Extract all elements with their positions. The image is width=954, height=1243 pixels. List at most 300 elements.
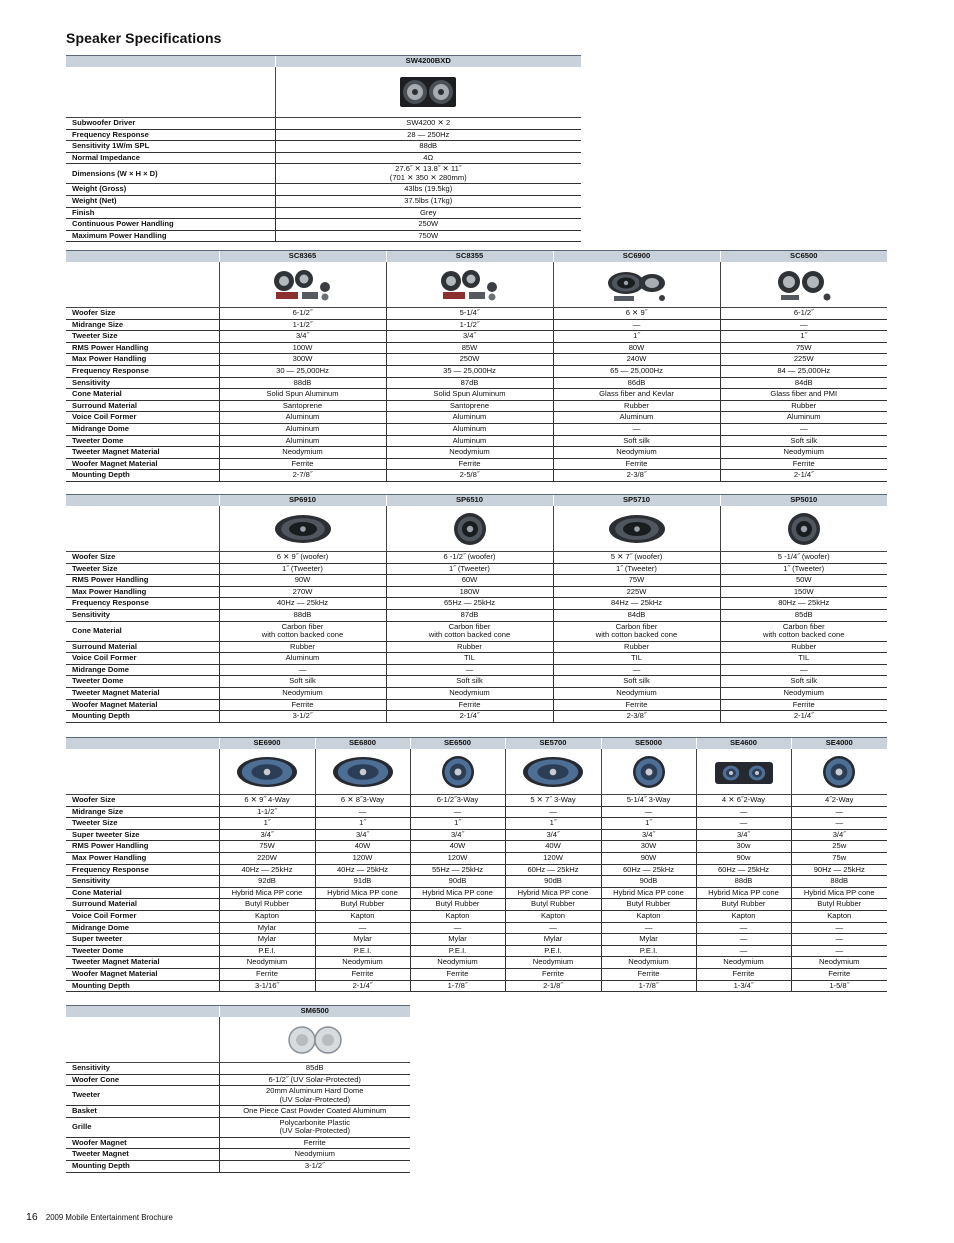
spec-label: Tweeter Size [66, 331, 219, 343]
spec-value: Aluminum [386, 435, 553, 447]
spec-value: Mylar [219, 922, 315, 934]
spec-value: 3/4˝ [219, 829, 315, 841]
spec-row-surround-material [66, 899, 887, 911]
spec-label: Frequency Response [66, 129, 275, 141]
model-name-se6500: SE6500 [410, 738, 505, 750]
spec-value: 5 ✕ 7˝ 3-Way [505, 795, 601, 807]
spec-value: Ferrite [696, 968, 791, 980]
spec-value: 6-1/2˝3-Way [410, 795, 505, 807]
spec-value: Hybrid Mica PP cone [601, 887, 696, 899]
spec-label: Frequency Response [66, 598, 219, 610]
spec-value: Aluminum [386, 412, 553, 424]
spec-value: 84dB [553, 609, 720, 621]
spec-value: 40W [505, 841, 601, 853]
spec-value: 2-3/8˝ [553, 470, 720, 482]
oval-coaxial-speaker-icon [604, 511, 670, 547]
product-image-row [66, 1017, 410, 1063]
spec-value: 40Hz — 25kHz [219, 864, 315, 876]
spec-value: TIL [720, 653, 887, 665]
product-image-sm6500 [219, 1017, 410, 1063]
spec-row-tweeter [66, 1086, 410, 1106]
spec-value: 65 — 25,000Hz [553, 365, 720, 377]
spec-value: Rubber [386, 641, 553, 653]
spec-value: — [410, 922, 505, 934]
page-title: Speaker Specifications [66, 30, 222, 46]
spec-value: Kapton [410, 910, 505, 922]
spec-row-cone-material [66, 887, 887, 899]
spec-value: 3/4˝ [696, 829, 791, 841]
model-name-sm6500: SM6500 [219, 1006, 410, 1018]
marine-speaker-pair-icon [282, 1022, 348, 1058]
spec-value: — [505, 922, 601, 934]
spec-value: Butyl Rubber [315, 899, 410, 911]
spec-value: 1˝ [315, 818, 410, 830]
spec-label: Woofer Cone [66, 1074, 219, 1086]
spec-label: Sensitivity [66, 876, 219, 888]
spec-value: 60Hz — 25kHz [601, 864, 696, 876]
spec-label: Max Power Handling [66, 586, 219, 598]
spec-value: 90w [696, 852, 791, 864]
spec-value: 75W [219, 841, 315, 853]
spec-row-max-power-handling [66, 354, 887, 366]
spec-label: Woofer Size [66, 308, 219, 320]
spec-value: Butyl Rubber [505, 899, 601, 911]
spec-value: 37.5lbs (17kg) [275, 195, 581, 207]
spec-label: Max Power Handling [66, 354, 219, 366]
spec-label: Mounting Depth [66, 1160, 219, 1172]
spec-value: 3/4˝ [505, 829, 601, 841]
spec-value: 6 ✕ 9˝ 4-Way [219, 795, 315, 807]
spec-value: 90W [601, 852, 696, 864]
model-name-sc8355: SC8355 [386, 251, 553, 263]
model-header-row [66, 56, 581, 68]
spec-value: 84 — 25,000Hz [720, 365, 887, 377]
spec-value: Ferrite [720, 699, 887, 711]
spec-value: — [696, 934, 791, 946]
spec-value: 180W [386, 586, 553, 598]
spec-value: Ferrite [553, 458, 720, 470]
spec-label: Normal Impedance [66, 152, 275, 164]
oval-component-set-icon [604, 267, 670, 303]
spec-row-tweeter-dome [66, 435, 887, 447]
spec-value: 90dB [601, 876, 696, 888]
spec-value: Neodymium [696, 957, 791, 969]
spec-value: 28 — 250Hz [275, 129, 581, 141]
spec-value: — [553, 423, 720, 435]
spec-value: Neodymium [219, 957, 315, 969]
spec-value: 80Hz — 25kHz [720, 598, 887, 610]
spec-value: 1˝ (Tweeter) [720, 563, 887, 575]
spec-row-woofer-size [66, 795, 887, 807]
spec-value: 60Hz — 25kHz [696, 864, 791, 876]
spec-label: Max Power Handling [66, 852, 219, 864]
spec-label: Mounting Depth [66, 711, 219, 723]
spec-row-weight-gross [66, 184, 581, 196]
spec-row-dimensions-w-h-d [66, 164, 581, 184]
spec-label: Surround Material [66, 899, 219, 911]
spec-label: Woofer Magnet [66, 1137, 219, 1149]
spec-value: 100W [219, 342, 386, 354]
spec-row-woofer-magnet [66, 1137, 410, 1149]
spec-value: Hybrid Mica PP cone [505, 887, 601, 899]
spec-label: Woofer Size [66, 795, 219, 807]
spec-value: Butyl Rubber [219, 899, 315, 911]
spec-value: 65Hz — 25kHz [386, 598, 553, 610]
spec-value: Carbon fiber with cotton backed cone [219, 621, 386, 641]
model-name-sw4200bxd: SW4200BXD [275, 56, 581, 68]
model-name-sc6900: SC6900 [553, 251, 720, 263]
spec-label: Continuous Power Handling [66, 219, 275, 231]
spec-value: 86dB [553, 377, 720, 389]
spec-label: Grille [66, 1117, 219, 1137]
spec-value: 60Hz — 25kHz [505, 864, 601, 876]
product-image-sc6500 [720, 262, 887, 308]
spec-row-maximum-power-handling [66, 230, 581, 242]
spec-row-tweeter-magnet-material [66, 447, 887, 459]
spec-value: 40W [410, 841, 505, 853]
model-name-sc6500: SC6500 [720, 251, 887, 263]
spec-value: — [791, 806, 887, 818]
spec-value: 220W [219, 852, 315, 864]
spec-row-surround-material [66, 641, 887, 653]
spec-row-tweeter-dome [66, 676, 887, 688]
model-name-sp6910: SP6910 [219, 495, 386, 507]
spec-value: Aluminum [219, 412, 386, 424]
spec-value: 4˝2-Way [791, 795, 887, 807]
spec-table-subwoofer [66, 55, 581, 242]
model-name-se4600: SE4600 [696, 738, 791, 750]
spec-label: Woofer Magnet Material [66, 699, 219, 711]
spec-row-sensitivity-1w-m-spl [66, 141, 581, 153]
model-header-row [66, 738, 887, 750]
spec-value: 1˝ (Tweeter) [553, 563, 720, 575]
product-image-se4600 [696, 749, 791, 795]
spec-value: Butyl Rubber [410, 899, 505, 911]
spec-value: Aluminum [553, 412, 720, 424]
spec-value: 27.6˝ ✕ 13.8˝ ✕ 11˝ (701 ✕ 350 ✕ 280mm) [275, 164, 581, 184]
model-name-se5700: SE5700 [505, 738, 601, 750]
spec-value: Hybrid Mica PP cone [791, 887, 887, 899]
spec-row-continuous-power-handling [66, 219, 581, 231]
spec-value: 250W [275, 219, 581, 231]
spec-label: Basket [66, 1106, 219, 1118]
spec-row-sensitivity [66, 609, 887, 621]
spec-value: 85dB [219, 1063, 410, 1075]
spec-row-tweeter-dome [66, 945, 887, 957]
spec-value: Soft silk [553, 676, 720, 688]
spec-row-woofer-cone [66, 1074, 410, 1086]
spec-value: 90dB [505, 876, 601, 888]
footer-text: 2009 Mobile Entertainment Brochure [45, 1213, 173, 1222]
spec-label: Finish [66, 207, 275, 219]
spec-label: Cone Material [66, 621, 219, 641]
spec-row-midrange-size [66, 806, 887, 818]
spec-value: 5-1/4˝ [386, 308, 553, 320]
spec-value: Ferrite [410, 968, 505, 980]
spec-value: — [791, 934, 887, 946]
spec-label: Weight (Gross) [66, 184, 275, 196]
spec-value: — [553, 319, 720, 331]
spec-row-cone-material [66, 389, 887, 401]
spec-value: 2-3/8˝ [553, 711, 720, 723]
spec-value: 120W [505, 852, 601, 864]
spec-value: Kapton [791, 910, 887, 922]
spec-label: Tweeter Magnet Material [66, 447, 219, 459]
product-image-sc8365 [219, 262, 386, 308]
spec-value: TIL [553, 653, 720, 665]
spec-value: Ferrite [386, 458, 553, 470]
spec-value: 3-1/16˝ [219, 980, 315, 992]
spec-value: — [720, 319, 887, 331]
oval-coaxial-speaker-icon [270, 511, 336, 547]
spec-value: — [601, 922, 696, 934]
spec-row-voice-coil-former [66, 653, 887, 665]
spec-value: Ferrite [219, 699, 386, 711]
spec-value: 1˝ [720, 331, 887, 343]
spec-value: 55Hz — 25kHz [410, 864, 505, 876]
image-blank-cell [66, 1017, 219, 1063]
image-blank-cell [66, 506, 219, 552]
spec-value: Santoprene [219, 400, 386, 412]
product-image-row [66, 262, 887, 308]
spec-value: Butyl Rubber [696, 899, 791, 911]
spec-label: Sensitivity 1W/m SPL [66, 141, 275, 153]
spec-label: Surround Material [66, 400, 219, 412]
spec-value: 3-1/2˝ [219, 711, 386, 723]
model-header-row [66, 1006, 410, 1018]
spec-value: 5 ✕ 7˝ (woofer) [553, 552, 720, 564]
spec-value: Ferrite [219, 968, 315, 980]
spec-value: 30w [696, 841, 791, 853]
spec-value: — [315, 922, 410, 934]
spec-row-rms-power-handling [66, 841, 887, 853]
spec-value: Carbon fiber with cotton backed cone [553, 621, 720, 641]
subwoofer-box-icon [398, 74, 458, 110]
spec-value: 1˝ (Tweeter) [219, 563, 386, 575]
spec-label: Voice Coil Former [66, 910, 219, 922]
spec-value: Kapton [219, 910, 315, 922]
spec-value: 84dB [720, 377, 887, 389]
spec-value: Aluminum [386, 423, 553, 435]
spec-value: Soft silk [720, 676, 887, 688]
spec-value: Soft silk [386, 676, 553, 688]
spec-label: Midrange Dome [66, 922, 219, 934]
spec-value: 1˝ [601, 818, 696, 830]
spec-value: Hybrid Mica PP cone [696, 887, 791, 899]
spec-label: Cone Material [66, 389, 219, 401]
spec-value: Hybrid Mica PP cone [315, 887, 410, 899]
spec-value: 4 ✕ 6˝2-Way [696, 795, 791, 807]
spec-value: 30W [601, 841, 696, 853]
round-coaxial-speaker-icon [806, 754, 872, 790]
spec-label: Midrange Dome [66, 664, 219, 676]
spec-row-frequency-response [66, 598, 887, 610]
spec-row-woofer-size [66, 308, 887, 320]
spec-value: 120W [410, 852, 505, 864]
spec-label: Cone Material [66, 887, 219, 899]
spec-value: Ferrite [505, 968, 601, 980]
component-speaker-pair-icon [771, 267, 837, 303]
spec-value: Mylar [601, 934, 696, 946]
spec-value: 1-3/4˝ [696, 980, 791, 992]
spec-value: 2-1/4˝ [315, 980, 410, 992]
spec-value: 85dB [720, 609, 887, 621]
product-image-se5000 [601, 749, 696, 795]
spec-value: 35 — 25,000Hz [386, 365, 553, 377]
spec-value: 6-1/2˝ (UV Solar-Protected) [219, 1074, 410, 1086]
spec-label: Subwoofer Driver [66, 118, 275, 130]
spec-value: Rubber [720, 400, 887, 412]
spec-label: Sensitivity [66, 1063, 219, 1075]
spec-value: 6 -1/2˝ (woofer) [386, 552, 553, 564]
spec-value: Neodymium [720, 687, 887, 699]
product-image-sw4200bxd [275, 67, 581, 118]
spec-label: Mounting Depth [66, 980, 219, 992]
spec-value: Kapton [505, 910, 601, 922]
product-image-row [66, 67, 581, 118]
spec-row-woofer-magnet-material [66, 699, 887, 711]
round-coaxial-speaker-icon [616, 754, 682, 790]
spec-value: Solid Spun Aluminum [219, 389, 386, 401]
spec-value: Carbon fiber with cotton backed cone [720, 621, 887, 641]
spec-label: Super tweeter Size [66, 829, 219, 841]
spec-label: Sensitivity [66, 609, 219, 621]
spec-value: Neodymium [720, 447, 887, 459]
spec-value: — [601, 806, 696, 818]
product-image-se6900 [219, 749, 315, 795]
spec-table-component-speakers [66, 250, 887, 482]
product-image-se6500 [410, 749, 505, 795]
spec-value: Rubber [219, 641, 386, 653]
spec-row-voice-coil-former [66, 412, 887, 424]
model-name-sp5010: SP5010 [720, 495, 887, 507]
spec-value: 1˝ [553, 331, 720, 343]
spec-value: 25w [791, 841, 887, 853]
spec-value: SW4200 ✕ 2 [275, 118, 581, 130]
spec-value: Soft silk [720, 435, 887, 447]
spec-value: 90Hz — 25kHz [791, 864, 887, 876]
spec-value: Neodymium [553, 687, 720, 699]
spec-label: Midrange Dome [66, 423, 219, 435]
spec-value: 87dB [386, 609, 553, 621]
spec-value: — [696, 806, 791, 818]
spec-value: 6 ✕ 9˝ (woofer) [219, 552, 386, 564]
spec-value: 88dB [219, 377, 386, 389]
spec-label: Surround Material [66, 641, 219, 653]
spec-value: 6 ✕ 9˝ [553, 308, 720, 320]
spec-value: Soft silk [553, 435, 720, 447]
spec-value: 92dB [219, 876, 315, 888]
spec-row-tweeter-magnet [66, 1149, 410, 1161]
spec-row-tweeter-magnet-material [66, 957, 887, 969]
spec-value: P.E.I. [315, 945, 410, 957]
model-header-row [66, 251, 887, 263]
product-image-sc8355 [386, 262, 553, 308]
spec-value: 43lbs (19.5kg) [275, 184, 581, 196]
spec-value: 1-1/2˝ [219, 319, 386, 331]
spec-value: 2-7/8˝ [219, 470, 386, 482]
spec-value: 75w [791, 852, 887, 864]
spec-value: Aluminum [219, 435, 386, 447]
spec-row-mounting-depth [66, 470, 887, 482]
spec-value: 40W [315, 841, 410, 853]
spec-value: 250W [386, 354, 553, 366]
spec-row-midrange-dome [66, 664, 887, 676]
spec-table-multiway-speakers [66, 737, 887, 992]
spec-value: Mylar [219, 934, 315, 946]
spec-value: 6 ✕ 8˝3-Way [315, 795, 410, 807]
spec-value: Neodymium [505, 957, 601, 969]
spec-value: P.E.I. [410, 945, 505, 957]
spec-value: 3/4˝ [410, 829, 505, 841]
spec-value: 90dB [410, 876, 505, 888]
spec-value: Ferrite [219, 458, 386, 470]
spec-row-midrange-size [66, 319, 887, 331]
spec-value: 3/4˝ [601, 829, 696, 841]
spec-value: Ferrite [219, 1137, 410, 1149]
spec-value: Rubber [553, 641, 720, 653]
spec-label: Mounting Depth [66, 470, 219, 482]
spec-value: 120W [315, 852, 410, 864]
spec-value: 75W [720, 342, 887, 354]
spec-row-tweeter-magnet-material [66, 687, 887, 699]
oval-coaxial-speaker-icon [330, 754, 396, 790]
spec-value: 1-5/8˝ [791, 980, 887, 992]
spec-value: Rubber [720, 641, 887, 653]
spec-value: 2-1/4˝ [720, 711, 887, 723]
spec-value: 85W [386, 342, 553, 354]
spec-row-voice-coil-former [66, 910, 887, 922]
spec-value: P.E.I. [219, 945, 315, 957]
spec-value: Neodymium [386, 687, 553, 699]
model-name-sp6510: SP6510 [386, 495, 553, 507]
spec-row-basket [66, 1106, 410, 1118]
spec-value: Aluminum [219, 423, 386, 435]
spec-value: 2-5/8˝ [386, 470, 553, 482]
spec-value: 1-1/2˝ [386, 319, 553, 331]
spec-value: — [696, 818, 791, 830]
spec-value: — [505, 806, 601, 818]
image-blank-cell [66, 749, 219, 795]
spec-label: Tweeter [66, 1086, 219, 1106]
spec-value: 6-1/2˝ [720, 308, 887, 320]
spec-value: Kapton [601, 910, 696, 922]
model-name-se4000: SE4000 [791, 738, 887, 750]
spec-value: — [553, 664, 720, 676]
product-image-sp5710 [553, 506, 720, 552]
image-blank-cell [66, 67, 275, 118]
spec-value: 5-1/4˝ 3-Way [601, 795, 696, 807]
spec-row-rms-power-handling [66, 575, 887, 587]
spec-value: — [219, 664, 386, 676]
spec-value: Rubber [553, 400, 720, 412]
spec-label: Frequency Response [66, 864, 219, 876]
spec-value: P.E.I. [601, 945, 696, 957]
spec-label: RMS Power Handling [66, 342, 219, 354]
model-name-se6900: SE6900 [219, 738, 315, 750]
spec-value: Neodymium [219, 447, 386, 459]
spec-label: Midrange Size [66, 806, 219, 818]
spec-value: 88dB [696, 876, 791, 888]
spec-label: Frequency Response [66, 365, 219, 377]
header-blank-cell [66, 251, 219, 263]
product-image-row [66, 749, 887, 795]
spec-label: Voice Coil Former [66, 653, 219, 665]
spec-value: 60W [386, 575, 553, 587]
spec-row-surround-material [66, 400, 887, 412]
spec-value: 150W [720, 586, 887, 598]
spec-value: 2-1/4˝ [720, 470, 887, 482]
